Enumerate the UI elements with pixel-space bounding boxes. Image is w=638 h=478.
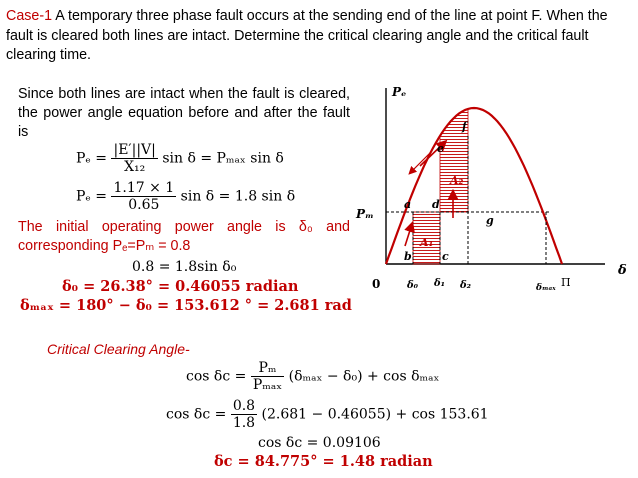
eq2-numerator: 1.17 × 1 (113, 180, 175, 196)
eq2-rhs: sin δ = 1.8 sin δ (180, 188, 296, 205)
eq1-numerator: |E′||V| (113, 142, 156, 158)
tick-delta1: δ₁ (434, 278, 446, 289)
power-angle-numeric (76, 180, 295, 213)
cos-deltac-value: cos δc = 0.09106 (258, 435, 381, 451)
delta0-result: δ₀ = 26.38° = 0.46055 radian (62, 278, 299, 295)
eq6-rhs: (δₘₐₓ − δ₀) + cos δₘₐₓ (288, 368, 440, 385)
case-label: Case-1 (6, 8, 53, 24)
eq6-denominator: Pₘₐₓ (252, 377, 283, 393)
eq7-fraction (231, 398, 257, 431)
eq6-numerator: Pₘ (251, 360, 284, 377)
area-a2-label: A₂ (450, 174, 464, 187)
case-text: A temporary three phase fault occurs at the sending end of the line at point F. When the fault is cleared both lines are intact. Determine the critical clearing angle and the critical fault clearing time. (6, 8, 608, 63)
eq2-lhs: Pₑ = (76, 188, 108, 205)
eq7-rhs: (2.681 − 0.46055) + cos 153.61 (261, 406, 489, 423)
eq2-fraction (111, 180, 176, 213)
eq7-denominator: 1.8 (232, 415, 256, 431)
power-curve (386, 108, 562, 264)
problem-statement (6, 7, 632, 66)
eq7-lhs: cos δc = (166, 406, 227, 423)
point-a: a (404, 198, 412, 211)
delta-axis-label: δ (618, 263, 627, 278)
tick-pi: Π (561, 276, 571, 289)
eq6-fraction (251, 360, 284, 393)
pm-label: Pₘ (356, 207, 374, 221)
eq7-numerator: 0.8 (232, 398, 256, 414)
point-c: c (442, 250, 449, 263)
origin-label: 0 (372, 277, 381, 291)
eq1-lhs: Pₑ = (76, 150, 108, 167)
delta-max-result: δₘₐₓ = 180° − δ₀ = 153.612 ° = 2.681 rad (20, 297, 352, 314)
initial-angle-text: The initial operating power angle is δ₀ and corresponding Pₑ=Pₘ = 0.8 (18, 219, 350, 254)
area-a1-label: A₁ (420, 236, 434, 249)
point-g: g (486, 214, 494, 227)
tick-delta2: δ₂ (460, 280, 472, 291)
intro-text: Since both lines are intact when the fault is cleared, the power angle equation before and after the fault is (18, 86, 350, 140)
cos-deltac-formula (186, 360, 439, 393)
point-e: e (437, 142, 444, 155)
point-b: b (404, 250, 412, 263)
sin-equation: 0.8 = 1.8sin δ₀ (132, 259, 237, 275)
pe-axis-label: Pₑ (392, 85, 407, 99)
eq6-lhs: cos δc = (186, 368, 247, 385)
power-angle-diagram (350, 78, 635, 303)
eq1-fraction (111, 142, 157, 175)
tick-deltamax: δₘₐₓ (536, 283, 556, 293)
cos-deltac-numeric (166, 398, 489, 431)
eq2-denominator: 0.65 (128, 197, 160, 213)
critical-angle-heading: Critical Clearing Angle- (47, 341, 190, 357)
eq1-rhs: sin δ = Pₘₐₓ sin δ (162, 150, 284, 167)
arrow-a1 (405, 224, 412, 246)
point-f: f (462, 120, 467, 133)
deltac-result: δc = 84.775° = 1.48 radian (214, 453, 433, 470)
tick-delta0: δ₀ (407, 280, 419, 291)
arrow-back (410, 153, 430, 173)
power-angle-equation (76, 142, 284, 175)
eq1-denominator: X₁₂ (124, 159, 146, 175)
point-d: d (432, 198, 440, 211)
